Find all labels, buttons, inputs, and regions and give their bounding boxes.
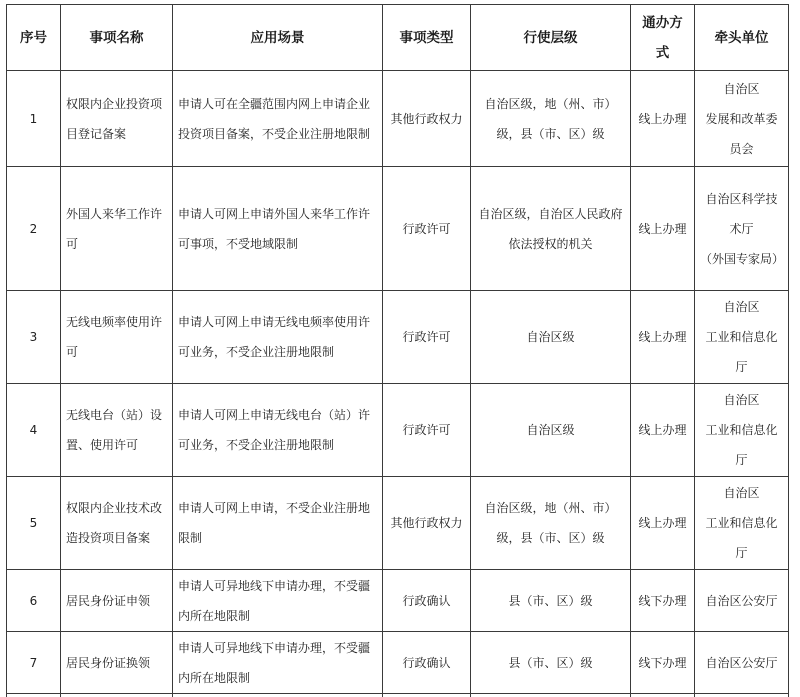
empty-cell bbox=[7, 694, 61, 697]
cell-name: 无线电台（站）设置、使用许可 bbox=[61, 384, 173, 477]
table-row bbox=[7, 632, 789, 694]
empty-cell bbox=[471, 694, 631, 697]
table-row bbox=[7, 71, 789, 167]
cell-type: 其他行政权力 bbox=[383, 477, 471, 570]
cell-mode: 线下办理 bbox=[631, 632, 695, 694]
cell-type: 行政许可 bbox=[383, 291, 471, 384]
cell-type: 行政确认 bbox=[383, 570, 471, 632]
cell-type: 行政许可 bbox=[383, 384, 471, 477]
service-items-table bbox=[6, 4, 789, 697]
empty-cell bbox=[383, 694, 471, 697]
cell-unit: 自治区公安厅 bbox=[695, 570, 789, 632]
cell-mode: 线上办理 bbox=[631, 291, 695, 384]
cell-type: 其他行政权力 bbox=[383, 71, 471, 167]
header-cell-unit: 牵头单位 bbox=[695, 5, 789, 71]
cell-name: 权限内企业技术改造投资项目备案 bbox=[61, 477, 173, 570]
table-row-partial bbox=[7, 694, 789, 697]
header-cell-index: 序号 bbox=[7, 5, 61, 71]
cell-scene: 申请人可网上申请外国人来华工作许可事项，不受地域限制 bbox=[173, 167, 383, 291]
cell-index: 1 bbox=[7, 71, 61, 167]
cell-level: 自治区级，地（州、市）级，县（市、区）级 bbox=[471, 477, 631, 570]
cell-unit: 自治区 工业和信息化厅 bbox=[695, 291, 789, 384]
cell-level: 自治区级 bbox=[471, 291, 631, 384]
table-body bbox=[7, 71, 789, 697]
cell-level: 自治区级 bbox=[471, 384, 631, 477]
cell-index: 3 bbox=[7, 291, 61, 384]
header-cell-name: 事项名称 bbox=[61, 5, 173, 71]
cell-name: 无线电频率使用许可 bbox=[61, 291, 173, 384]
cell-name: 外国人来华工作许可 bbox=[61, 167, 173, 291]
table-row bbox=[7, 570, 789, 632]
cell-type: 行政确认 bbox=[383, 632, 471, 694]
header-cell-type: 事项类型 bbox=[383, 5, 471, 71]
empty-cell bbox=[631, 694, 695, 697]
table-row bbox=[7, 291, 789, 384]
cell-mode: 线上办理 bbox=[631, 167, 695, 291]
header-cell-scene: 应用场景 bbox=[173, 5, 383, 71]
table-header-row bbox=[7, 5, 789, 71]
cell-scene: 申请人可异地线下申请办理，不受疆内所在地限制 bbox=[173, 632, 383, 694]
cell-level: 自治区级，自治区人民政府依法授权的机关 bbox=[471, 167, 631, 291]
cell-scene: 申请人可网上申请无线电台（站）许可业务，不受企业注册地限制 bbox=[173, 384, 383, 477]
cell-index: 2 bbox=[7, 167, 61, 291]
cell-level: 自治区级，地（州、市）级，县（市、区）级 bbox=[471, 71, 631, 167]
cell-index: 5 bbox=[7, 477, 61, 570]
table-row bbox=[7, 167, 789, 291]
empty-cell bbox=[173, 694, 383, 697]
empty-cell bbox=[61, 694, 173, 697]
empty-cell bbox=[695, 694, 789, 697]
cell-unit: 自治区 发展和改革委员会 bbox=[695, 71, 789, 167]
cell-name: 居民身份证换领 bbox=[61, 632, 173, 694]
header-cell-level: 行使层级 bbox=[471, 5, 631, 71]
cell-scene: 申请人可异地线下申请办理，不受疆内所在地限制 bbox=[173, 570, 383, 632]
cell-unit: 自治区 工业和信息化厅 bbox=[695, 477, 789, 570]
cell-level: 县（市、区）级 bbox=[471, 632, 631, 694]
table-row bbox=[7, 384, 789, 477]
cell-name: 权限内企业投资项目登记备案 bbox=[61, 71, 173, 167]
table-row bbox=[7, 477, 789, 570]
cell-scene: 申请人可网上申请无线电频率使用许可业务，不受企业注册地限制 bbox=[173, 291, 383, 384]
header-cell-mode: 通办方式 bbox=[631, 5, 695, 71]
cell-name: 居民身份证申领 bbox=[61, 570, 173, 632]
cell-index: 7 bbox=[7, 632, 61, 694]
cell-mode: 线上办理 bbox=[631, 477, 695, 570]
cell-type: 行政许可 bbox=[383, 167, 471, 291]
cell-unit: 自治区科学技术厅 （外国专家局） bbox=[695, 167, 789, 291]
cell-scene: 申请人可在全疆范围内网上申请企业投资项目备案，不受企业注册地限制 bbox=[173, 71, 383, 167]
cell-scene: 申请人可网上申请，不受企业注册地限制 bbox=[173, 477, 383, 570]
cell-unit: 自治区公安厅 bbox=[695, 632, 789, 694]
cell-mode: 线上办理 bbox=[631, 71, 695, 167]
cell-index: 6 bbox=[7, 570, 61, 632]
cell-mode: 线上办理 bbox=[631, 384, 695, 477]
cell-unit: 自治区 工业和信息化厅 bbox=[695, 384, 789, 477]
cell-index: 4 bbox=[7, 384, 61, 477]
cell-level: 县（市、区）级 bbox=[471, 570, 631, 632]
cell-mode: 线下办理 bbox=[631, 570, 695, 632]
